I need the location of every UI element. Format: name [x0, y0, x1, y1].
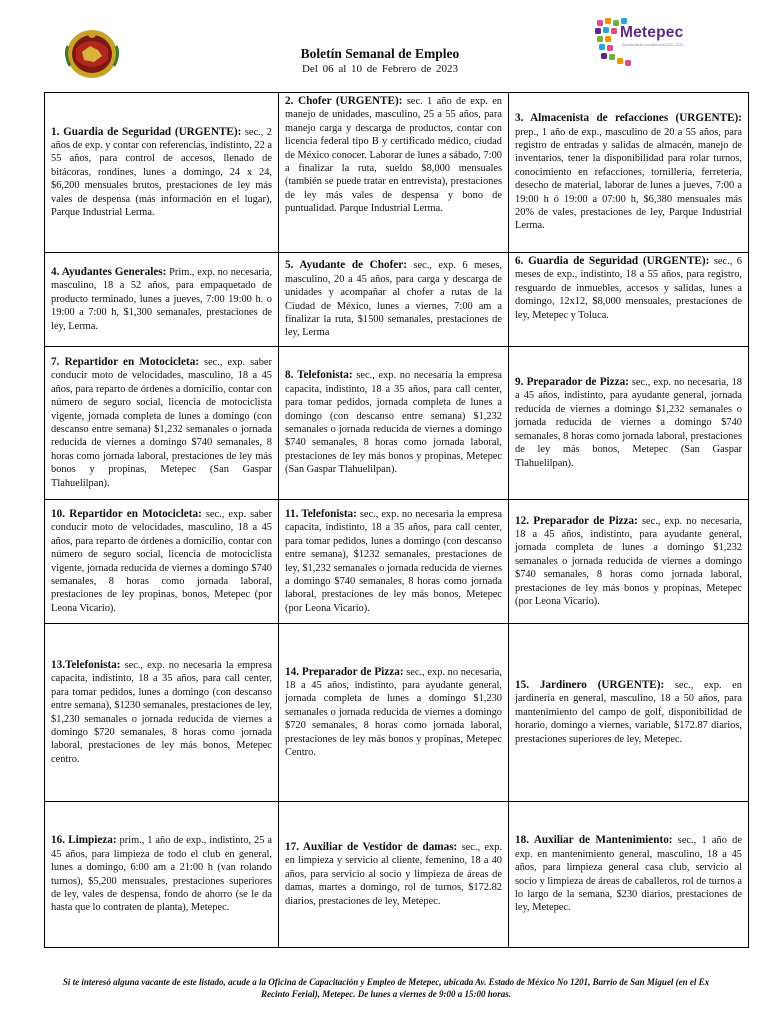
date-range: Del 06 al 10 de Febrero de 2023 [301, 63, 459, 75]
table-row [45, 253, 749, 347]
page-header [0, 0, 768, 92]
footer-note: Si te interesó alguna vacante de este listado, acude a la Oficina de Capacitación y Empleo de Metepec, ubicada Av. Estado de México No 1201, Barrio de San Miguel (en el Ex Recinto Ferial), Metepec. De lunes a viernes de 9:00 a 15:00 horas. [62, 977, 710, 999]
table-row [45, 802, 749, 948]
logo-tagline: Ayuntamiento constitucional 2022-2024 [622, 43, 684, 47]
job-cell: 7. Repartidor en Motocicleta: sec., exp. saber conducir moto de velocidades, masculino, 18 a 45 años, para reparto de órdenes a domicilio, contar con número de seguro social, licencia de motociclista vigente, jornada completa de lunes a domingo (con descanso entre semana) $1,232 semanales o jornada reducida de viernes a domingo $740 semanales, 8 horas como jornada laboral, prestaciones de ley más bonos y propinas, Metepec (San Gaspar Tlahuelilpan). [45, 347, 279, 500]
municipal-crest-icon [64, 26, 120, 80]
table-row [45, 93, 749, 253]
job-cell: 11. Telefonista: sec., exp. no necesaria la empresa capacita, indistinto, 18 a 35 años, para call center, para tomar pedidos, lunes a domingo (con descanso entre semana), $1232 semanales, prestaciones de ley, $1,232 semanales o jornada reducida de viernes a domingo $740 semanales, 8 horas como jornada laboral, prestaciones de ley más bonos, Metepec (por Leona Vicario). [279, 500, 509, 624]
job-cell: 8. Telefonista: sec., exp. no necesaria la empresa capacita, indistinto, 18 a 35 años, para call center, para tomar pedidos, jornada completa de lunes a domingo (con descanso entre semana) $1,232 semanales o jornada reducida de viernes a domingo $740 semanales, 8 horas como jornada laboral, prestaciones de ley más bonos y propinas, Metepec (San Gaspar Tlahuelilpan). [279, 347, 509, 500]
page-title: Boletín Semanal de Empleo [300, 46, 460, 61]
job-cell: 13.Telefonista: sec., exp. no necesaria la empresa capacita, indistinto, 18 a 35 años, para call center, para tomar pedidos, lunes a domingo (con descanso entre semana), $1230 semanales, prestaciones de ley, $1,230 semanales o jornada reducida de viernes a domingo $720 semanales, 8 horas como jornada laboral, prestaciones de ley más bonos, Metepec centro. [45, 624, 279, 802]
job-cell: 1. Guardia de Seguridad (URGENTE): sec., 2 años de exp. y contar con referencias, indistinto, 22 a 55 años, para control de accesos, llenado de bitácoras, rondines, lunes a domingo, 24 x 24, $6,200 mensuales brutos, prestaciones de ley más vales de despensa (más información en el lugar), Parque Industrial Lerma. [45, 93, 279, 253]
job-cell: 10. Repartidor en Motocicleta: sec., exp. saber conducir moto de velocidades, masculino, 18 a 45 años, para reparto de órdenes a domicilio, contar con número de seguro social, licencia de motociclista vigente, jornada reducida de viernes a domingo $740 semanales, 8 horas como jornada laboral, prestaciones de ley propinas, bonos, Metepec (por Leona Vicario). [45, 500, 279, 624]
job-cell: 3. Almacenista de refacciones (URGENTE): prep., 1 año de exp., masculino de 20 a 55 años, para registro de entradas y salidas de almacén, manejo de inventarios, tener la disponibilidad para rolar turnos, conocimiento en refacciones, tornillería, ferretería, desecho de material, laborar de lunes a jueves, 7:00 a 19:00 h ó 19:00 a 07:00 h, $6,380 mensuales más 20% de vales, prestaciones de ley, Parque Industrial Lerma. [509, 93, 749, 253]
job-cell: 18. Auxiliar de Mantenimiento: sec., 1 año de exp. en mantenimiento general, masculino, 18 a 45 años, para limpieza general casa club, servicio al socio y limpieza de áreas de caballeros, rol de turnos a lo largo de la semana, $230 diarios, prestaciones de ley, Metepec. [509, 802, 749, 948]
job-cell: 9. Preparador de Pizza: sec., exp. no necesaria, 18 a 45 años, indistinto, para ayudante general, jornada reducida de viernes a domingo $1,232 semanales o jornada reducida de viernes a domingo $740 semanales, 8 horas como jornada laboral, prestaciones de ley más bonos, Metepec (San Gaspar Tlahuelilpan). [509, 347, 749, 500]
job-cell: 12. Preparador de Pizza: sec., exp. no necesaria, 18 a 45 años, indistinto, para ayudante general, jornada completa de lunes a domingo $1,232 semanales o jornada reducida de viernes a domingo $740 semanales, 8 horas como jornada laboral, prestaciones de ley más bonos y propinas, Metepec (por Leona Vicario). [509, 500, 749, 624]
job-cell: 16. Limpieza: prim., 1 año de exp., indistinto, 25 a 45 años, para limpieza de todo el club en general, lunes a domingo, 6:00 am a 21:00 h (van rolando turnos), $5,200 mensuales, prestaciones superiores de ley, vales de despensa, fondo de ahorro (se le da hasta que lo contraten de planta), Metepec. [45, 802, 279, 948]
title-block [230, 46, 530, 76]
table-row [45, 347, 749, 500]
table-row [45, 500, 749, 624]
job-cell: 5. Ayudante de Chofer: sec., exp. 6 meses, masculino, 20 a 45 años, para carga y descarga de unidades y acompañar al chofer a rutas de la Ciudad de México, lunes a viernes, 7:00 am a finalizar la ruta, $1500 semanales, prestaciones de ley, Lerma [279, 253, 509, 347]
job-cell: 15. Jardinero (URGENTE): sec., exp. en jardinería en general, masculino, 18 a 50 años, para mantenimiento del campo de golf, disponibilidad de horario, domingo a viernes, variable, $172.87 diarios, prestaciones superiores de ley, Metepec. [509, 624, 749, 802]
job-cell: 17. Auxiliar de Vestidor de damas: sec., exp. en limpieza y servicio al cliente, femenino, 18 a 40 años, para servicio al socio y limpieza de áreas de damas, martes a domingo, rol de turnos, $172.82 diarios, prestaciones de ley, Metepec. [279, 802, 509, 948]
job-cell: 6. Guardia de Seguridad (URGENTE): sec., 6 meses de exp., indistinto, 18 a 55 años, para registro, resguardo de inmuebles, accesos y salidas, lunes a domingo, 12x12, $8,000 mensuales, prestaciones de ley, Metepec y Toluca. [509, 253, 749, 347]
job-cell: 2. Chofer (URGENTE): sec. 1 año de exp. en manejo de unidades, masculino, 25 a 55 años, para manejo carga y descarga de productos, contar con licencia federal tipo B y certificado médico, ciudad de México conocer. Laborar de lunes a sábado, 7:00 a finalizar la ruta, sueldo $8,000 mensuales (también se puede tratar en entrevista), prestaciones de ley más vales de despensa y bono de puntualidad. Parque Industrial Lerma. [279, 93, 509, 253]
job-cell: 4. Ayudantes Generales: Prim., exp. no necesaria, masculino, 18 a 52 años, para empaquetado de producto terminado, lunes a jueves, 7:00 19:00 h. o 19:00 a 7:00 h, $1,300 semanales, prestaciones de ley, Lerma. [45, 253, 279, 347]
table-row [45, 624, 749, 802]
job-listings-table [44, 92, 749, 948]
logo-wordmark: Metepec [620, 24, 684, 41]
job-cell: 14. Preparador de Pizza: sec., exp. no necesaria, 18 a 45 años, indistinto, para ayudante general, jornada completa de lunes a domingo $1,230 semanales o jornada reducida de viernes a domingo $720 semanales, 8 horas como jornada laboral, prestaciones de ley más bonos y propinas, Metepec Centro. [279, 624, 509, 802]
